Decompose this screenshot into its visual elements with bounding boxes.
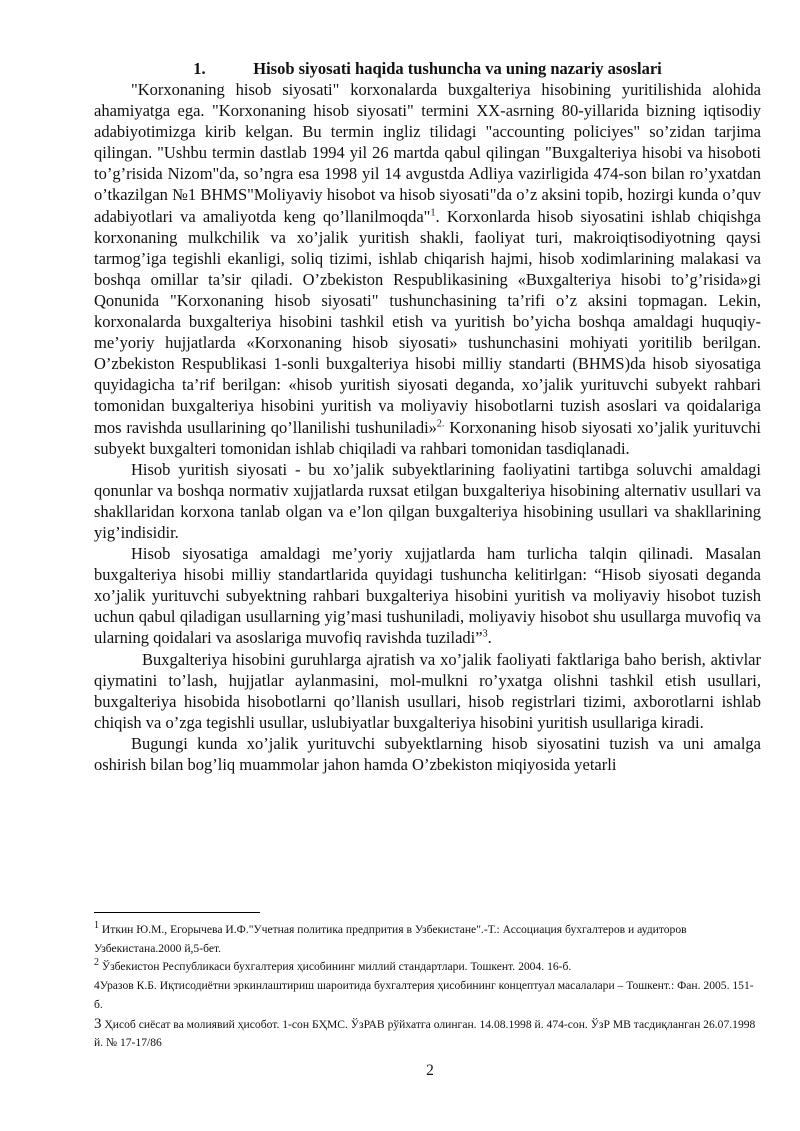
page-number: 2 bbox=[426, 1062, 434, 1079]
paragraph-1-part-c: Korxonaning hisob siyosati xo’jalik yurituvchi subyekt buxgalteri tomonidan ishlab chiqiladi va rahbari tomonidan tasdiqlanadi. bbox=[94, 417, 761, 458]
paragraph-1-part-a: "Korxonaning hisob siyosati" korxonalarda buxgalteriya hisobining yuritilishida alohida ahamiyatga ega. "Korxonaning hisob siyosati" termini XX-asrning 80-yillarida bizning iqtisodiy adabiyotimizga kirib kelgan. Bu termin ingliz tilidagi "accounting policiyes" so’zidan tarjima qilingan. "Ushbu termin dastlab 1994 yil 26 martda qabul qilingan "Buxgalteriya hisobi va hisoboti to’g’risida Nizom"da, so’ngra esa 1998 yil 14 avgustda Adliya vazirligida 474-son bilan ro’yxatdan o’tkazilgan №1 BHMS"Moliyaviy hisobot va hisob siyosati"da o’z aksini topib, hozirgi kunda o’quv adabiyotlari va amaliyotda keng qo’llanilmoqda" bbox=[94, 80, 761, 226]
footnote-3-mark: 3 bbox=[94, 1015, 102, 1032]
footnote-2 bbox=[94, 958, 761, 977]
paragraph-3-part-a: Hisob siyosatiga amaldagi me’yoriy xujjatlarda ham turlicha talqin qilinadi. Masalan buxgalteriya hisobi milliy standartlarida quyidagi tushuncha kelitirlgan: “Hisob siyosati deganda xo’jalik yurituvchi subyektning rahbari buxgalteriya hisobini yuritish va moliyaviy hisobot tuzish uchun qabul qiladigan usullarning yig’masi tushuniladi, moliyaviy hisobot shu usullarga muvofiq va ularning qoidalari va asoslariga muvofiq ravishda tuziladi” bbox=[94, 544, 761, 648]
footnote-1-text: Иткин Ю.М., Егорычева И.Ф."Учетная политика предпрития в Узбекистане".-Т.: Ассоциация бухгалтеров и аудиторов Узбекистана.2000 й,5-бет. bbox=[94, 923, 687, 955]
footnote-4 bbox=[94, 977, 761, 1014]
section-heading bbox=[94, 58, 761, 80]
paragraph-5: Bugungi kunda xo’jalik yurituvchi subyektlarning hisob siyosatini tuzish va uni amalga oshirish bilan bog’liq muammolar jahon hamda O’zbekiston miqiyosida yetarli bbox=[94, 733, 761, 774]
paragraph-1-part-b: . Korxonlarda hisob siyosatini ishlab chiqishga korxonaning mulkchilik va xo’jalik yuritish shakli, faoliyat turi, makroiqtisodiyotning qaysi tarmog’iga tegishli ekanligi, soliq tizimi, ishlab chiqarish hajmi, hisob xodimlarining malakasi va boshqa omillar ta’sir qiladi. O’zbekiston Respublikasining «Buxgalteriya hisobi to’g’risida»gi Qonunida "Korxonaning hisob siyosati" tushunchasining ta’rifi o’z aksini topmagan. Lekin, korxonalarda buxgalteriya hisobini tashkil etish va yuritish bo’yicha boshqa amaldagi huquqiy-me’yoriy hujjatlarda «Korxonaning hisob siyosati» tushunchasini mohiyati yoritilib berilgan. O’zbekiston Respublikasi 1-sonli buxgalteriya hisobi milliy standarti (BHMS)da hisob siyosatiga quyidagicha ta’rif berilgan: «hisob yuritish siyosati deganda, xo’jalik yurituvchi subyekt rahbari tomonidan buxgalteriya hisobini yuritish va moliyaviy hisobotlarni tuzish asoslari va qoidalariga mos ravishda usullarining qo’llanilishi tushuniladi» bbox=[94, 206, 762, 437]
body-text bbox=[94, 79, 761, 775]
paragraph-1 bbox=[94, 79, 761, 459]
paragraph-3 bbox=[94, 543, 761, 648]
footnote-1-mark: 1 bbox=[94, 920, 99, 932]
footnote-ref-3: 3 bbox=[482, 628, 488, 640]
footnote-3 bbox=[94, 1015, 761, 1053]
footnote-ref-1: 1 bbox=[430, 207, 436, 219]
section-title: Hisob siyosati haqida tushuncha va uning nazariy asoslari bbox=[253, 59, 662, 78]
paragraph-4: Buxgalteriya hisobini guruhlarga ajratish va xo’jalik faoliyati faktlariga baho berish, aktivlar qiymatini to’lash, hujjatlar aylanmasini, mol-mulkni ro’yxatga olishni tashkil etish usullari, buxgalteriya hisobida hisobotlarni qo’llanish usullari, hisob registrlari tizimi, axborotlarni ishlab chiqish va o’zga tegishli usullar, uslubiyatlar buxgalteriya hisobini yuritish usullariga kiradi. bbox=[94, 649, 761, 732]
paragraph-3-part-b: . bbox=[487, 628, 492, 648]
paragraph-2: Hisob yuritish siyosati - bu xo’jalik subyektlarining faoliyatini tartibga soluvchi amaldagi qonunlar va boshqa normativ xujjatlarda ruxsat etilgan buxgalteriya hisobining alternativ usullari va shakllaridan korxona tanlab olgan va e’lon qilgan buxgalteriya hisobining usullari va shakllarining yig’indisidir. bbox=[94, 459, 761, 542]
footnote-4-text: 4Уразов К.Б. Иқтисодиётни эркинлаштириш шароитида бухгалтерия ҳисобининг концептуал масалалари – Тошкент.: Фан. 2005. 151-б. bbox=[94, 979, 754, 1011]
section-number: 1. bbox=[193, 59, 206, 78]
footnote-separator bbox=[94, 912, 260, 913]
footnote-ref-2: 2. bbox=[436, 418, 445, 429]
footnote-2-text: Ўзбекистон Республикаси бухгалтерия ҳисобининг миллий стандартлари. Тошкент. 2004. 16-б. bbox=[99, 960, 572, 974]
footnote-1 bbox=[94, 921, 761, 958]
footnote-2-mark: 2 bbox=[94, 957, 99, 969]
footnotes bbox=[94, 921, 761, 1053]
footnote-3-text: Ҳисоб сиёсат ва молиявий ҳисобот. 1-сон БҲМС. ЎзРАВ рўйхатга олинган. 14.08.1998 й. 474-сон. ЎзР МВ тасдиқланган 26.07.1998 й. № 17-17/86 bbox=[94, 1017, 756, 1050]
